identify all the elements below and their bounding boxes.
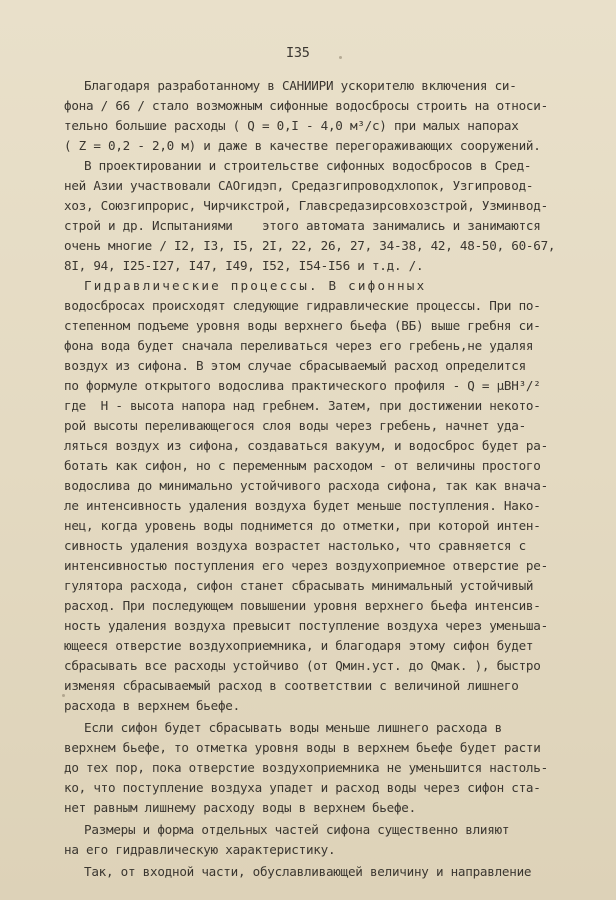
text-line: сбрасывать все расходы устойчиво (от Qмин.уст. до Qмак. ), быстро: [64, 658, 541, 673]
text-line: Если сифон будет сбрасывать воды меньше лишнего расхода в: [84, 720, 502, 735]
text-line: Благодаря разработанному в САНИИРИ ускорителю включения си-: [84, 78, 517, 93]
page-number: I35: [286, 45, 310, 61]
text-line: верхнем бьефе, то отметка уровня воды в верхнем бьефе будет расти: [64, 740, 541, 755]
text-line: Размеры и форма отдельных частей сифона существенно влияют: [84, 822, 510, 837]
text-line: хоз, Союзгипрорис, Чирчикстрой, Главсредазирсовхозстрой, Узминвод-: [64, 198, 548, 213]
text-line: рой высоты переливающегося слоя воды через гребень, начнет уда-: [64, 418, 526, 433]
text-line: ляться воздух из сифона, создаваться вакуум, и водосброс будет ра-: [64, 438, 548, 453]
text-line: до тех пор, пока отверстие воздухоприемника не уменьшится настоль-: [64, 760, 548, 775]
ink-speck: [339, 56, 342, 59]
text-line: тельно большие расходы ( Q = 0,I - 4,0 м³/с) при малых напорах: [64, 118, 519, 133]
text-line: гулятора расхода, сифон станет сбрасывать минимальный устойчивый: [64, 578, 534, 593]
text-line: ность удаления воздуха превысит поступление воздуха через уменьша-: [64, 618, 548, 633]
text-line: сивность удаления воздуха возрастет настолько, что сравняется с: [64, 538, 526, 553]
text-line: 8I, 94, I25-I27, I47, I49, I52, I54-I56 и т.д. /.: [64, 258, 424, 273]
text-line: ко, что поступление воздуха упадет и расход воды через сифон ста-: [64, 780, 541, 795]
text-line: ней Азии участвовали САОгидэп, Средазгипроводхлопок, Узгипровод-: [64, 178, 534, 193]
text-line: водослива до минимально устойчивого расхода сифона, так как внача-: [64, 478, 548, 493]
text-line: В проектировании и строительстве сифонных водосбросов в Сред-: [84, 158, 532, 173]
text-line: Так, от входной части, обуславливающей величину и направление: [84, 864, 532, 879]
text-line: очень многие / I2, I3, I5, 2I, 22, 26, 27, 34-38, 42, 48-50, 60-67,: [64, 238, 556, 253]
text-line: ботать как сифон, но с переменным расходом - от величины простого: [64, 458, 541, 473]
ink-speck: [62, 694, 65, 697]
text-line: расход. При последующем повышении уровня верхнего бьефа интенсив-: [64, 598, 541, 613]
text-line: Гидравлические процессы. В сифонных: [84, 278, 427, 293]
text-line: ( Z = 0,2 - 2,0 м) и даже в качестве перегораживающих сооружений.: [64, 138, 541, 153]
text-line: где H - высота напора над гребнем. Затем, при достижении некото-: [64, 398, 541, 413]
text-line: строй и др. Испытаниями этого автомата занимались и занимаются: [64, 218, 541, 233]
text-line: по формуле открытого водослива практического профиля - Q = μBH³/²: [64, 378, 541, 393]
text-line: фона / 66 / стало возможным сифонные водосбросы строить на относи-: [64, 98, 548, 113]
text-line: воздух из сифона. В этом случае сбрасываемый расход определится: [64, 358, 526, 373]
text-line: изменяя сбрасываемый расход в соответствии с величиной лишнего: [64, 678, 519, 693]
text-line: расхода в верхнем бьефе.: [64, 698, 240, 713]
text-line: степенном подъеме уровня воды верхнего бьефа (ВБ) выше гребня си-: [64, 318, 541, 333]
text-line: на его гидравлическую характеристику.: [64, 842, 336, 857]
text-line: ле интенсивность удаления воздуха будет меньше поступления. Нако-: [64, 498, 541, 513]
text-line: ющееся отверстие воздухоприемника, и благодаря этому сифон будет: [64, 638, 534, 653]
text-line: нет равным лишнему расходу воды в верхнем бьефе.: [64, 800, 416, 815]
text-line: интенсивностью поступления его через воздухоприемное отверстие ре-: [64, 558, 548, 573]
text-line: водосбросах происходят следующие гидравлические процессы. При по-: [64, 298, 541, 313]
text-line: нец, когда уровень воды поднимется до отметки, при которой интен-: [64, 518, 541, 533]
text-line: фона вода будет сначала переливаться через его гребень,не удаляя: [64, 338, 534, 353]
